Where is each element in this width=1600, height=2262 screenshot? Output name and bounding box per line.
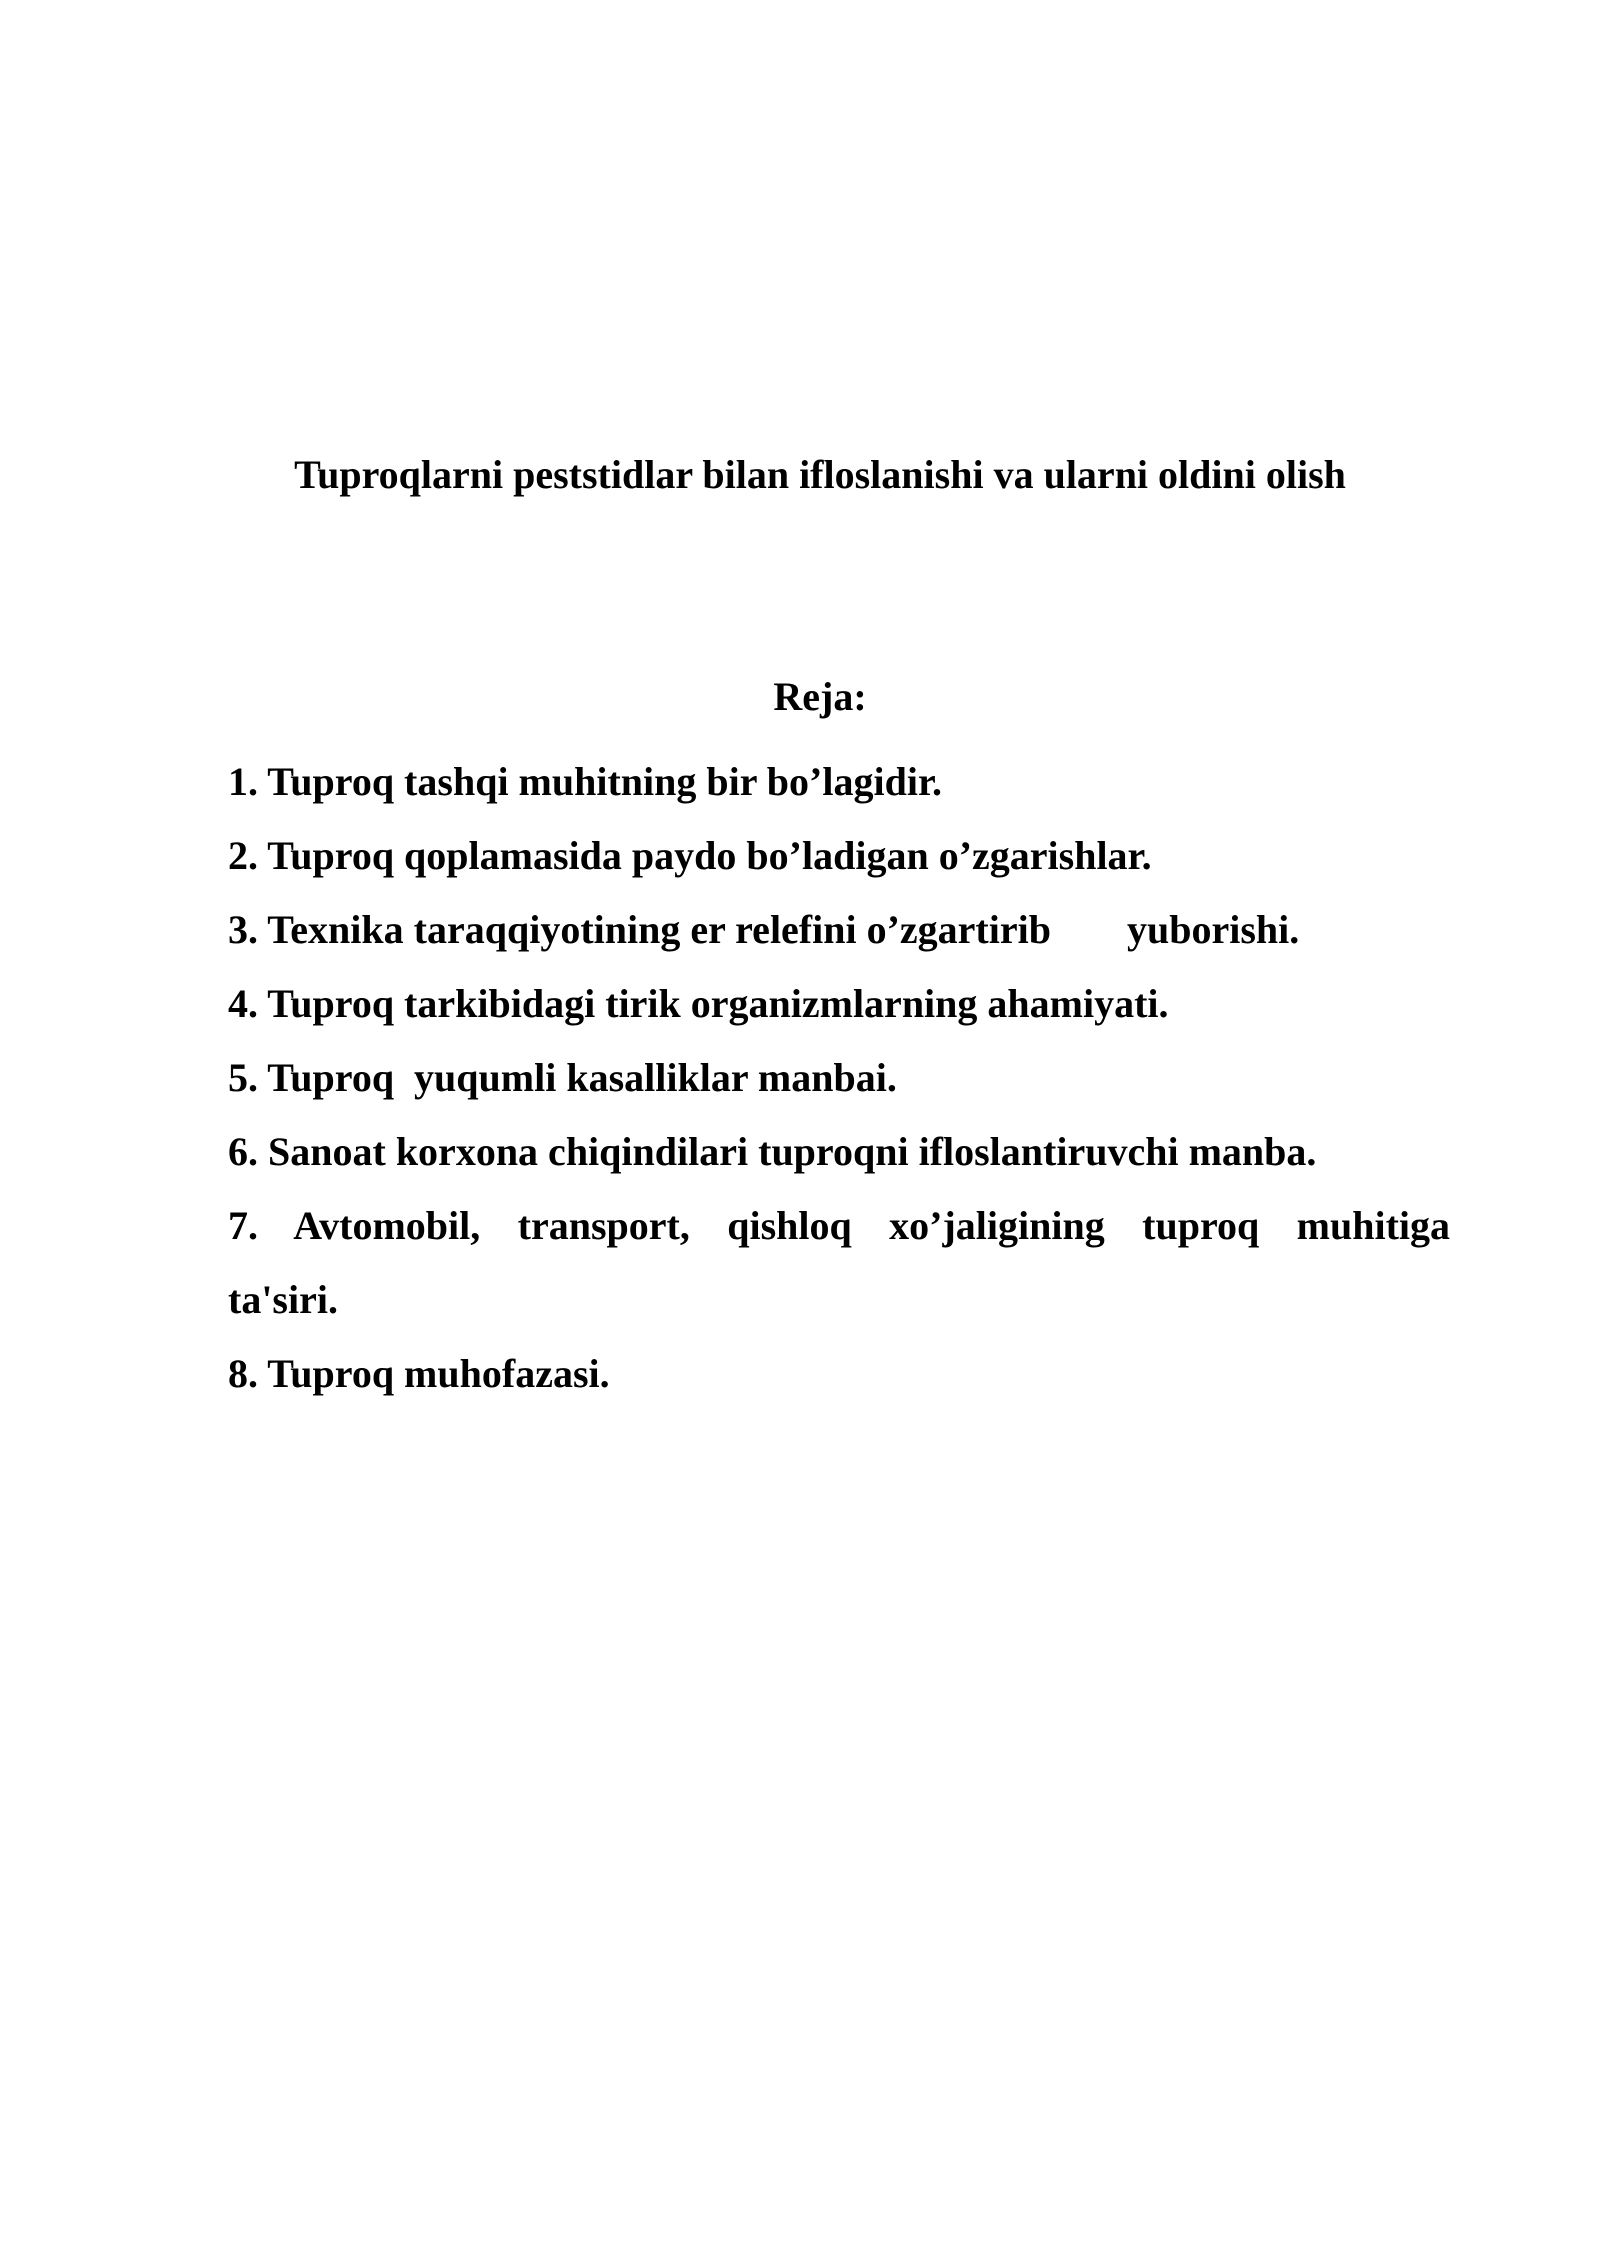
plan-item-text: Tuproq yuqumli kasalliklar manbai. [267, 1055, 897, 1100]
plan-item-8 [228, 1337, 1450, 1411]
plan-item-number: 1. [228, 759, 258, 804]
plan-item-3 [228, 893, 1450, 967]
plan-list [228, 745, 1450, 1411]
plan-item-text: Tuproq tashqi muhitning bir bo’lagidir. [267, 759, 943, 804]
plan-item-text: Tuproq tarkibidagi tirik organizmlarning ahamiyati. [267, 981, 1169, 1026]
plan-item-text: Avtomobil, transport, qishloq xo’jaligining tuproq muhitiga ta'siri. [228, 1203, 1450, 1322]
plan-item-5 [228, 1041, 1450, 1115]
plan-item-number: 3. [228, 907, 258, 952]
plan-heading: Reja: [773, 674, 867, 719]
plan-item-number: 6. [228, 1129, 258, 1174]
plan-item-number: 8. [228, 1351, 258, 1396]
plan-item-text: Sanoat korxona chiqindilari tuproqni ifloslantiruvchi manba. [268, 1129, 1317, 1174]
plan-item-1 [228, 745, 1450, 819]
plan-item-text: Tuproq qoplamasida paydo bo’ladigan o’zgarishlar. [267, 833, 1152, 878]
plan-item-number: 4. [228, 981, 258, 1026]
plan-item-text-continued: yuborishi. [1126, 907, 1300, 952]
plan-item-2 [228, 819, 1450, 893]
plan-item-7 [228, 1189, 1450, 1337]
plan-item-4 [228, 967, 1450, 1041]
plan-item-text: Texnika taraqqiyotining er relefini o’zgartirib [267, 907, 1051, 952]
plan-item-number: 2. [228, 833, 258, 878]
plan-item-number: 7. [228, 1203, 258, 1248]
document-title: Tuproqlarni peststidlar bilan ifloslanishi va ularni oldini olish [294, 452, 1346, 497]
plan-item-number: 5. [228, 1055, 258, 1100]
plan-item-text: Tuproq muhofazasi. [267, 1351, 610, 1396]
plan-item-6 [228, 1115, 1450, 1189]
